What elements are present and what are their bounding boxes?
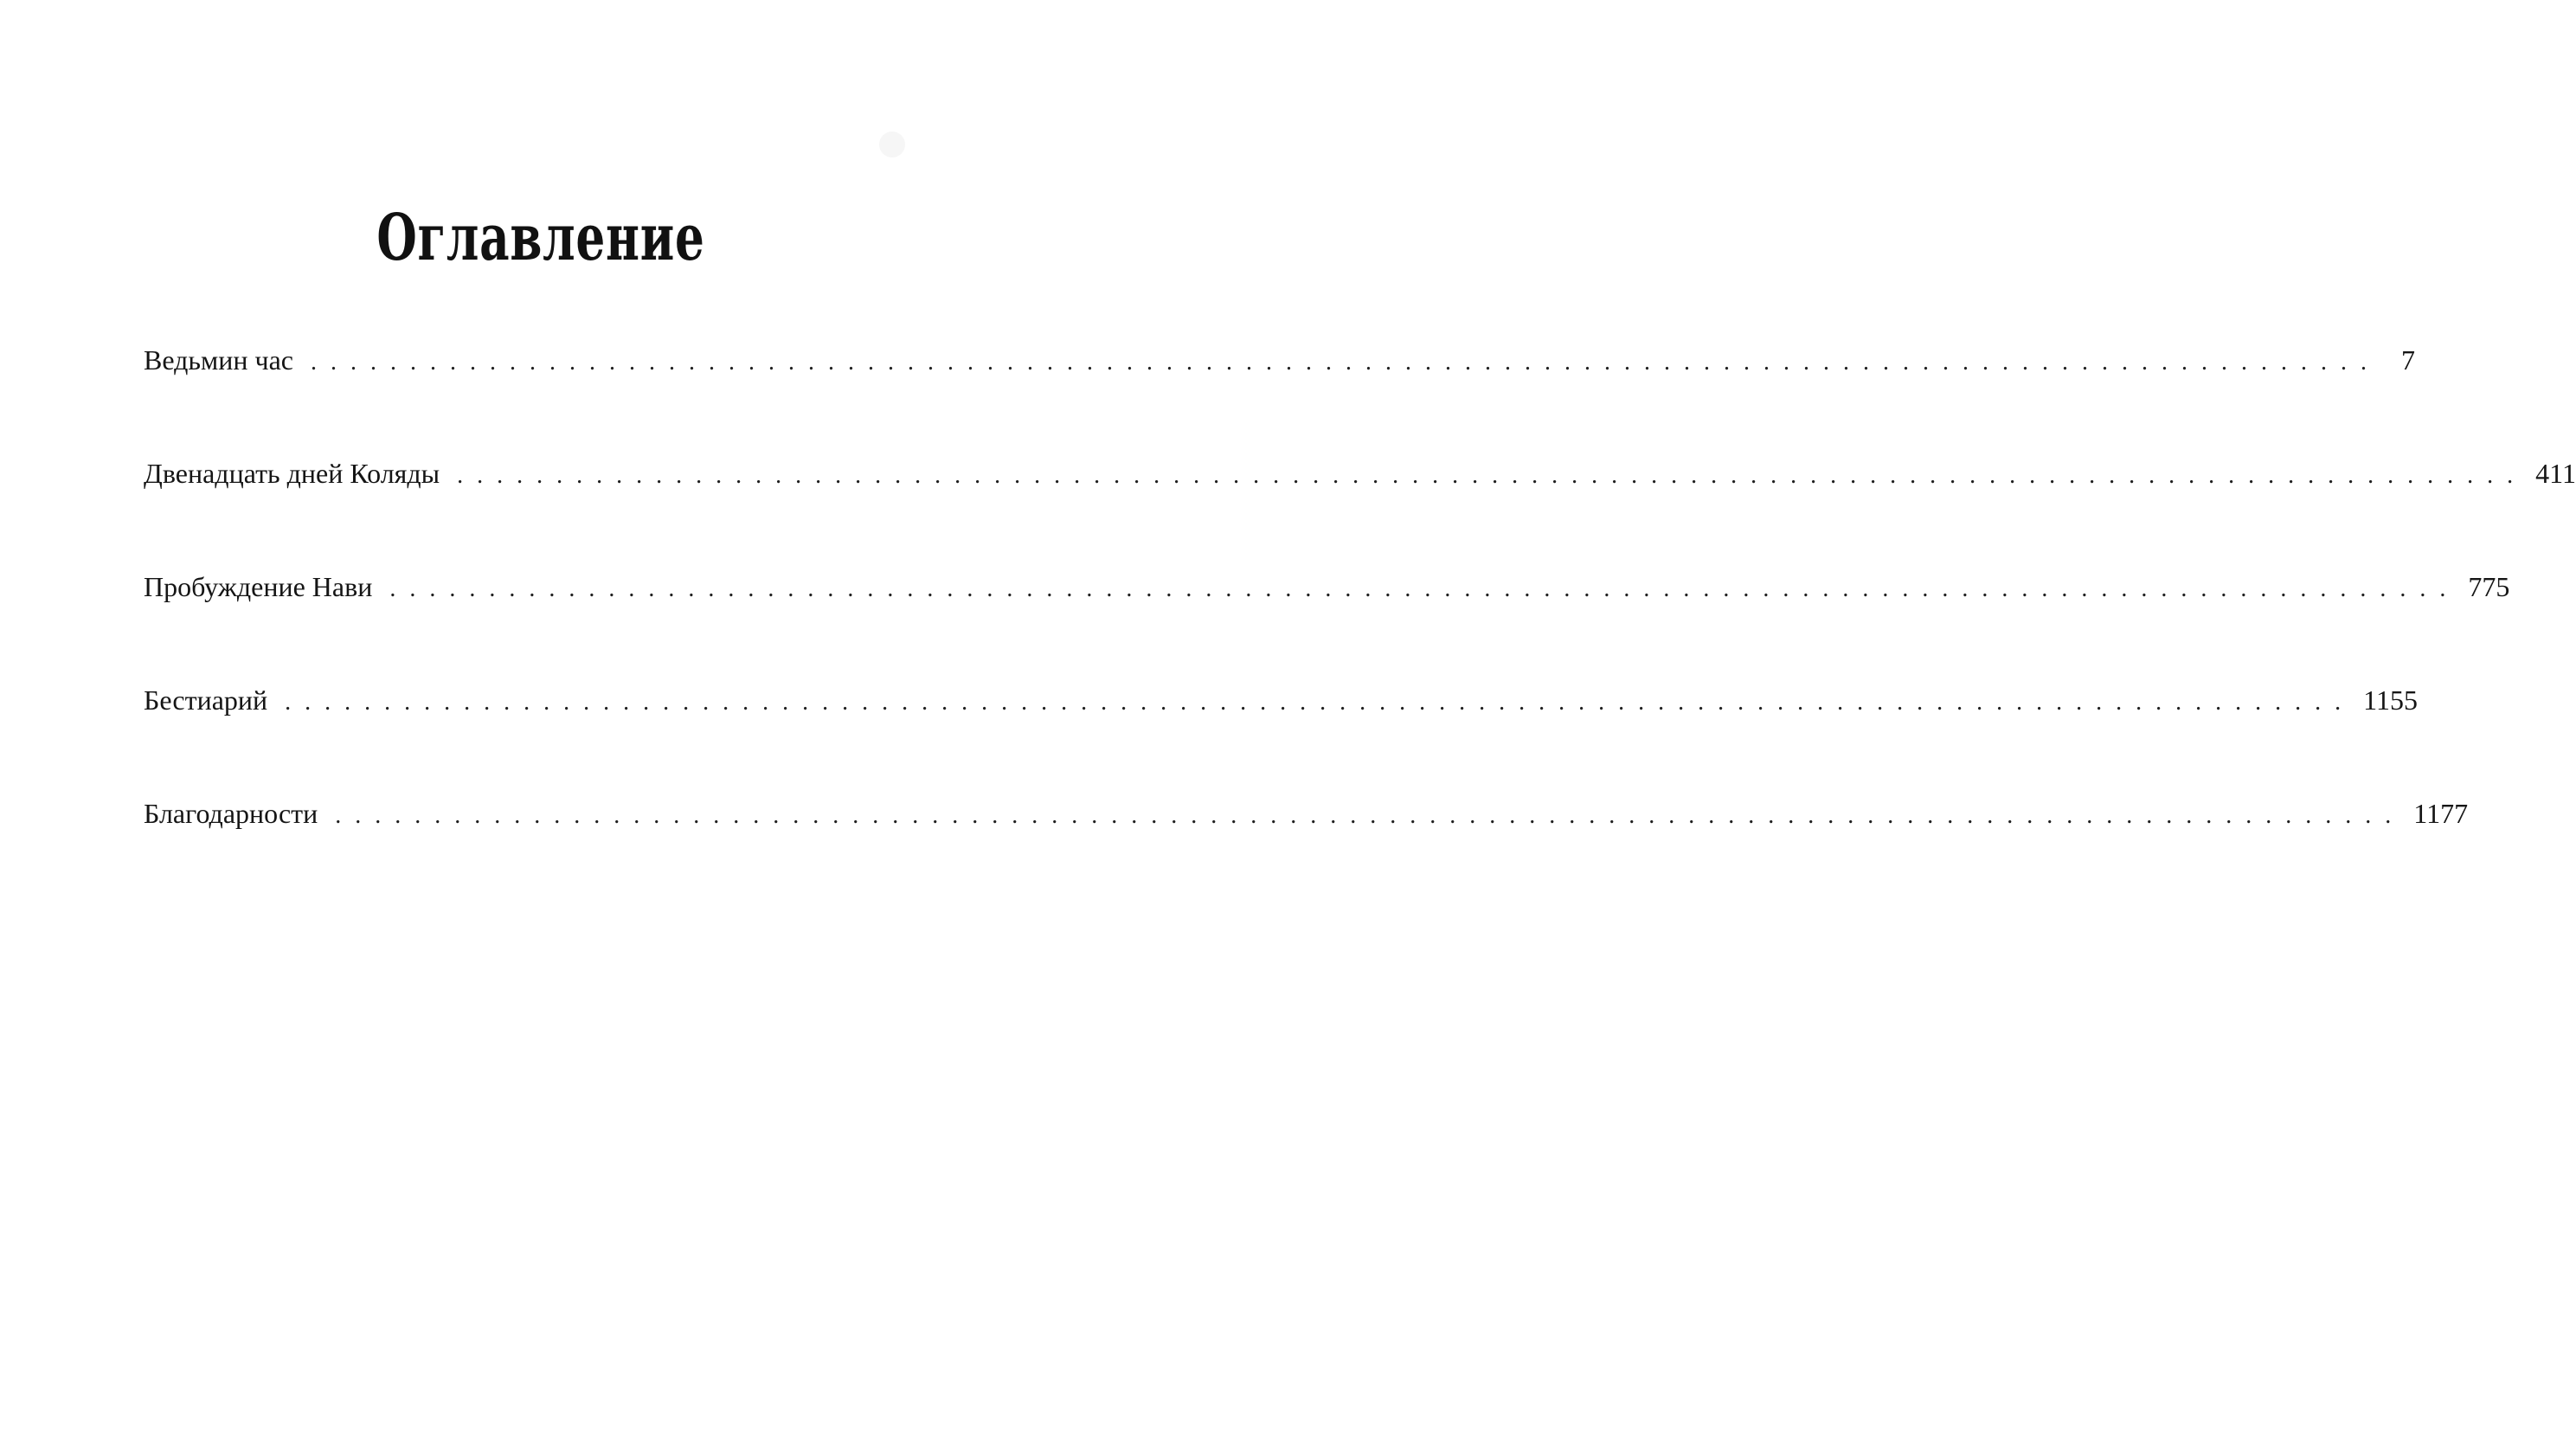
toc-page-number: 411 <box>2535 458 2576 489</box>
dot-leader: ........................................................................................................ <box>457 462 2528 489</box>
dot-leader: ........................................................................................................ <box>311 349 2380 376</box>
toc-page-number: 1177 <box>2413 798 2469 829</box>
toc-entry[interactable] <box>144 456 2576 569</box>
scan-artifact <box>879 132 905 157</box>
toc-entry-title: Ведьмин час <box>144 344 293 376</box>
toc-entry-title: Двенадцать дней Коляды <box>144 458 440 489</box>
toc-page-number: 775 <box>2468 571 2510 602</box>
toc-entry[interactable] <box>144 796 2469 909</box>
toc-entry-title: Благодарности <box>144 798 318 829</box>
page-title: Оглавление <box>376 200 705 275</box>
dot-leader: ........................................................................................................ <box>389 575 2460 602</box>
dot-leader: ........................................................................................................ <box>285 689 2355 716</box>
table-of-contents <box>144 343 2576 909</box>
toc-entry[interactable] <box>144 683 2418 796</box>
dot-leader: ........................................................................................................ <box>335 802 2406 829</box>
toc-entry[interactable] <box>144 343 2415 456</box>
toc-entry-title: Пробуждение Нави <box>144 571 373 602</box>
toc-entry-title: Бестиарий <box>144 684 268 716</box>
toc-page-number: 7 <box>2401 344 2415 376</box>
toc-entry[interactable] <box>144 569 2510 683</box>
toc-page-number: 1155 <box>2363 684 2418 716</box>
